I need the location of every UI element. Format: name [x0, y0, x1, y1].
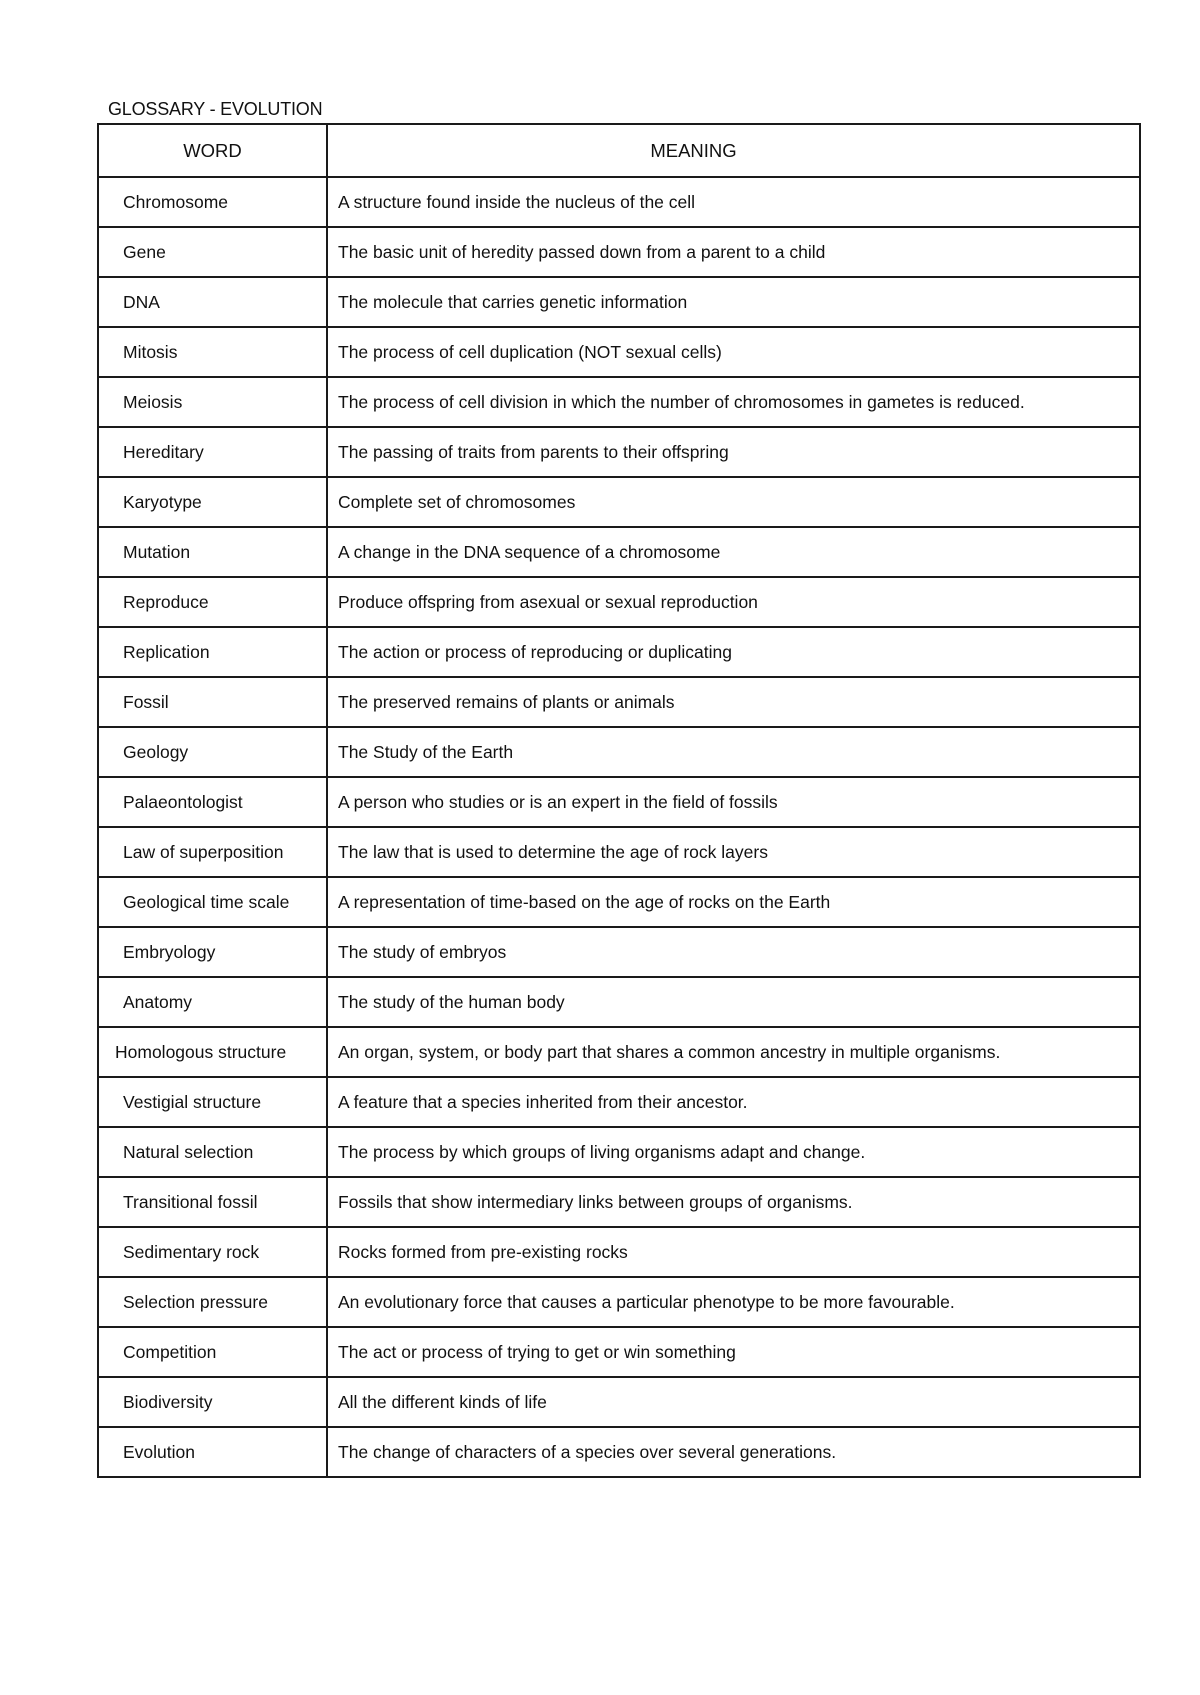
definition-cell: A person who studies or is an expert in the field of fossils [327, 777, 1140, 827]
term-cell: Karyotype [98, 477, 327, 527]
term-cell: Hereditary [98, 427, 327, 477]
table-row [98, 1077, 1140, 1127]
table-row [98, 527, 1140, 577]
definition-cell: The act or process of trying to get or win something [327, 1327, 1140, 1377]
table-row [98, 477, 1140, 527]
term-cell: Fossil [98, 677, 327, 727]
definition-cell: An evolutionary force that causes a particular phenotype to be more favourable. [327, 1277, 1140, 1327]
term-cell: Geological time scale [98, 877, 327, 927]
term-cell: Selection pressure [98, 1277, 327, 1327]
term-cell: Chromosome [98, 177, 327, 227]
term-cell: Meiosis [98, 377, 327, 427]
table-row [98, 1027, 1140, 1077]
definition-cell: The process of cell duplication (NOT sexual cells) [327, 327, 1140, 377]
term-cell: Natural selection [98, 1127, 327, 1177]
definition-cell: A feature that a species inherited from their ancestor. [327, 1077, 1140, 1127]
table-row [98, 677, 1140, 727]
term-cell: Law of superposition [98, 827, 327, 877]
table-row [98, 977, 1140, 1027]
definition-cell: A structure found inside the nucleus of the cell [327, 177, 1140, 227]
term-cell: Transitional fossil [98, 1177, 327, 1227]
definition-cell: A change in the DNA sequence of a chromosome [327, 527, 1140, 577]
table-row [98, 427, 1140, 477]
table-row [98, 327, 1140, 377]
table-row [98, 627, 1140, 677]
definition-cell: The process by which groups of living organisms adapt and change. [327, 1127, 1140, 1177]
table-row [98, 727, 1140, 777]
table-row [98, 827, 1140, 877]
page-title: GLOSSARY - EVOLUTION [108, 99, 323, 119]
term-cell: Sedimentary rock [98, 1227, 327, 1277]
definition-cell: The preserved remains of plants or animals [327, 677, 1140, 727]
term-cell: Vestigial structure [98, 1077, 327, 1127]
table-row [98, 777, 1140, 827]
glossary-table [97, 123, 1141, 1478]
definition-cell: The basic unit of heredity passed down from a parent to a child [327, 227, 1140, 277]
definition-cell: Rocks formed from pre-existing rocks [327, 1227, 1140, 1277]
term-cell: Mitosis [98, 327, 327, 377]
definition-cell: Fossils that show intermediary links between groups of organisms. [327, 1177, 1140, 1227]
table-row [98, 227, 1140, 277]
term-cell: Reproduce [98, 577, 327, 627]
definition-cell: A representation of time-based on the age of rocks on the Earth [327, 877, 1140, 927]
table-row [98, 577, 1140, 627]
definition-cell: The molecule that carries genetic information [327, 277, 1140, 327]
term-cell: Geology [98, 727, 327, 777]
term-cell: Competition [98, 1327, 327, 1377]
definition-cell: The action or process of reproducing or duplicating [327, 627, 1140, 677]
definition-cell: The law that is used to determine the age of rock layers [327, 827, 1140, 877]
definition-cell: Complete set of chromosomes [327, 477, 1140, 527]
table-row [98, 1377, 1140, 1427]
definition-cell: An organ, system, or body part that shares a common ancestry in multiple organisms. [327, 1027, 1140, 1077]
term-cell: Gene [98, 227, 327, 277]
term-cell: Homologous structure [98, 1027, 327, 1077]
term-cell: Biodiversity [98, 1377, 327, 1427]
table-row [98, 1427, 1140, 1477]
term-cell: Replication [98, 627, 327, 677]
column-header-meaning: MEANING [327, 124, 1140, 177]
term-cell: Anatomy [98, 977, 327, 1027]
term-cell: Embryology [98, 927, 327, 977]
term-cell: Mutation [98, 527, 327, 577]
table-row [98, 877, 1140, 927]
table-row [98, 277, 1140, 327]
table-row [98, 1127, 1140, 1177]
definition-cell: The study of embryos [327, 927, 1140, 977]
definition-cell: The Study of the Earth [327, 727, 1140, 777]
definition-cell: Produce offspring from asexual or sexual reproduction [327, 577, 1140, 627]
term-cell: DNA [98, 277, 327, 327]
term-cell: Palaeontologist [98, 777, 327, 827]
definition-cell: The passing of traits from parents to their offspring [327, 427, 1140, 477]
term-cell: Evolution [98, 1427, 327, 1477]
table-header-row [98, 124, 1140, 177]
table-row [98, 377, 1140, 427]
definition-cell: All the different kinds of life [327, 1377, 1140, 1427]
definition-cell: The change of characters of a species over several generations. [327, 1427, 1140, 1477]
column-header-word: WORD [98, 124, 327, 177]
definition-cell: The study of the human body [327, 977, 1140, 1027]
table-row [98, 927, 1140, 977]
table-row [98, 1177, 1140, 1227]
table-row [98, 177, 1140, 227]
table-row [98, 1327, 1140, 1377]
definition-cell: The process of cell division in which the number of chromosomes in gametes is reduced. [327, 377, 1140, 427]
table-row [98, 1277, 1140, 1327]
table-row [98, 1227, 1140, 1277]
